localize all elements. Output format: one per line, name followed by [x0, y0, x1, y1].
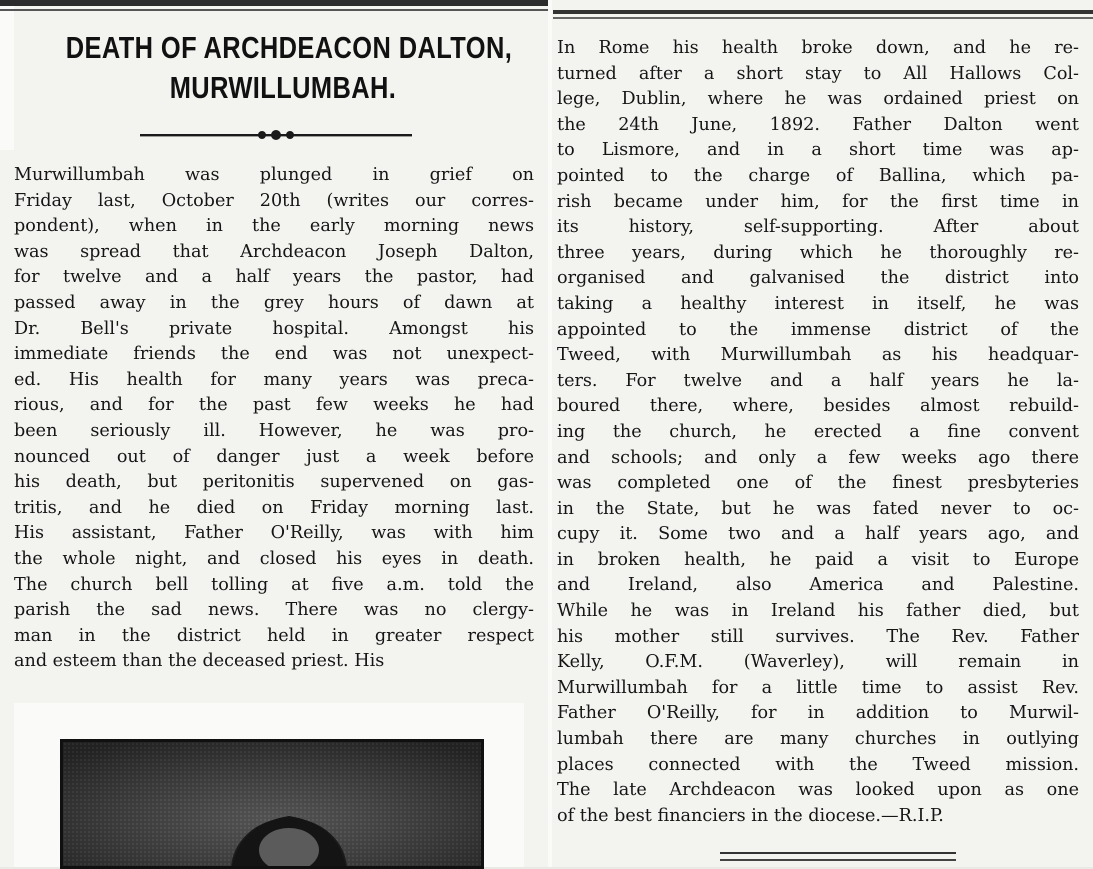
- left-column-line: for twelve and a half years the pastor, had: [14, 267, 534, 288]
- right-column-line: was completed one of the finest presbyteries: [557, 473, 1079, 494]
- column-divider: [548, 0, 552, 867]
- right-column-line: his mother still survives. The Rev. Father: [557, 626, 1079, 647]
- top-rule-right: [553, 10, 1093, 14]
- article-left-column: [14, 163, 534, 675]
- right-column-line: of the best financiers in the diocese.—R.I.P.: [557, 805, 944, 826]
- left-column-line: ed. His health for many years was preca-: [14, 369, 534, 390]
- left-column-line: The church bell tolling at five a.m. told the: [14, 574, 534, 595]
- right-column-line: places connected with the Tweed mission.: [557, 754, 1079, 775]
- right-column-line: Father O'Reilly, for in addition to Murwil-: [557, 703, 1079, 724]
- left-column-line: passed away in the grey hours of dawn at: [14, 292, 534, 313]
- right-column-line: rish became under him, for the first time in: [557, 191, 1079, 212]
- left-column-line: tritis, and he died on Friday morning last.: [14, 497, 534, 518]
- right-column-line: three years, during which he thoroughly re-: [557, 242, 1079, 263]
- headline-line-1: DEATH OF ARCHDEACON DALTON,: [65, 30, 513, 65]
- right-column-line: In Rome his health broke down, and he re-: [557, 38, 1079, 58]
- left-column-line: Friday last, October 20th (writes our corres-: [14, 190, 534, 211]
- left-column-line: nounced out of danger just a week before: [14, 446, 534, 467]
- right-column-line: and Ireland, also America and Palestine.: [557, 575, 1079, 596]
- portrait-photo-image: [63, 742, 484, 869]
- right-column-line: The late Archdeacon was looked upon as one: [557, 780, 1079, 801]
- right-column-line: lege, Dublin, where he was ordained priest on: [557, 89, 1079, 110]
- right-column-line: in broken health, he paid a visit to Europe: [557, 549, 1079, 570]
- right-column-line: to Lismore, and in a short time was ap-: [557, 140, 1079, 161]
- right-column-line: turned after a short stay to All Hallows Col-: [557, 63, 1079, 84]
- right-column-line: its history, self-supporting. After about: [557, 217, 1079, 238]
- end-rule-bottom: [720, 859, 956, 861]
- right-column-line: ing the church, he erected a fine convent: [557, 421, 1079, 442]
- end-rule-top: [720, 852, 956, 854]
- article-headline: [65, 28, 513, 108]
- right-column-line: taking a healthy interest in itself, he was: [557, 293, 1079, 314]
- left-column-line: his death, but peritonitis supervened on gas-: [14, 472, 534, 493]
- right-column-line: While he was in Ireland his father died, but: [557, 601, 1079, 622]
- left-column-line: Murwillumbah was plunged in grief on: [14, 165, 534, 185]
- left-column-line: been seriously ill. However, he was pro-: [14, 420, 534, 441]
- right-column-line: organised and galvanised the district into: [557, 268, 1079, 289]
- top-rule-right-thin: [553, 17, 1093, 19]
- right-column-line: boured there, where, besides almost rebuild-: [557, 396, 1079, 417]
- top-rule-left-thin: [0, 9, 548, 11]
- right-column-line: the 24th June, 1892. Father Dalton went: [557, 114, 1079, 135]
- right-column-line: ters. For twelve and a half years he la-: [557, 370, 1079, 391]
- right-column-line: lumbah there are many churches in outlying: [557, 729, 1079, 750]
- left-column-line: Dr. Bell's private hospital. Amongst his: [14, 318, 534, 339]
- left-column-line: parish the sad news. There was no clergy-: [14, 600, 534, 621]
- left-column-line: His assistant, Father O'Reilly, was with him: [14, 523, 534, 544]
- right-column-line: and schools; and only a few weeks ago there: [557, 447, 1079, 468]
- right-column-line: Tweed, with Murwillumbah as his headquar-: [557, 345, 1079, 366]
- left-column-line: immediate friends the end was not unexpect-: [14, 344, 534, 365]
- right-column-line: Murwillumbah for a little time to assist Rev.: [557, 677, 1079, 698]
- margin-strip: [0, 0, 14, 150]
- left-column-line: the whole night, and closed his eyes in death.: [14, 548, 534, 569]
- left-column-line: rious, and for the past few weeks he had: [14, 395, 534, 416]
- left-column-line: was spread that Archdeacon Joseph Dalton,: [14, 241, 534, 262]
- right-column-line: pointed to the charge of Ballina, which pa-: [557, 165, 1079, 186]
- ornament-divider-icon: [140, 129, 412, 141]
- article-right-column: [557, 36, 1079, 829]
- left-column-line: and esteem than the deceased priest. His: [14, 651, 385, 672]
- photo-frame: [14, 703, 524, 867]
- right-column-line: Kelly, O.F.M. (Waverley), will remain in: [557, 652, 1079, 673]
- portrait-photo: [60, 739, 484, 869]
- left-column-line: man in the district held in greater respect: [14, 625, 534, 646]
- left-column-line: pondent), when in the early morning news: [14, 216, 534, 237]
- right-column-line: appointed to the immense district of the: [557, 319, 1079, 340]
- right-column-line: in the State, but he was fated never to oc-: [557, 498, 1079, 519]
- headline-line-2: MURWILLUMBAH.: [169, 70, 397, 105]
- top-rule-left: [0, 0, 548, 6]
- right-column-line: cupy it. Some two and a half years ago, and: [557, 524, 1079, 545]
